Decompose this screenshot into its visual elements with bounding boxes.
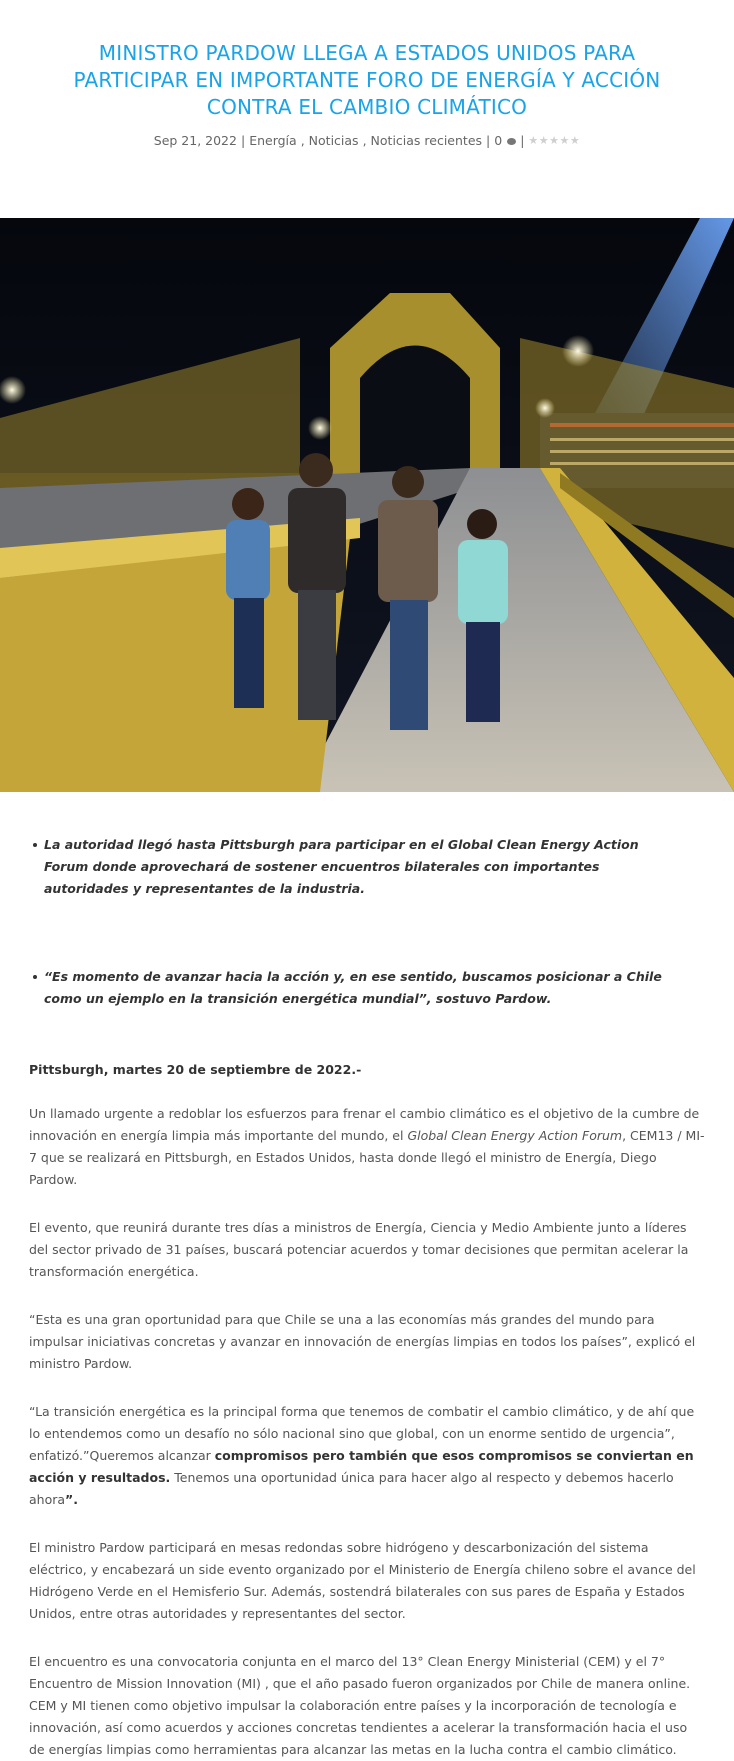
- emphasis-text: ”.: [65, 1492, 78, 1507]
- highlight-item: “Es momento de avanzar hacia la acción y, en ese sentido, buscamos posicionar a Chile como un ejemplo en la transición energética mundial”, sostuvo Pardow.: [29, 966, 684, 1010]
- category-link-noticias[interactable]: Noticias: [308, 133, 359, 148]
- comments-count: 0: [494, 133, 503, 148]
- article-header: [0, 0, 734, 148]
- post-meta: Sep 21, 2022 | Energía , Noticias , Noticias recientes | 0 | ★★★★★: [153, 133, 581, 148]
- paragraph: [29, 1103, 705, 1191]
- featured-image-bridge-photo: [0, 218, 734, 792]
- emphasis-text: compromisos pero también que esos compromisos se conviertan en acción y resultados.: [29, 1448, 694, 1485]
- meta-separator: |: [486, 133, 491, 148]
- paragraph-text: “La transición energética es la principal forma que tenemos de combatir el cambio climático, y de ahí que lo entendemos como un desafío no sólo nacional sino que global, con un enorme sentido de urgencia”, enfatizó.”Queremos alcanzar: [29, 1404, 695, 1463]
- comment-bubble-icon: [507, 138, 516, 145]
- post-date: Sep 21, 2022: [153, 133, 237, 148]
- paragraph: [29, 1401, 705, 1511]
- category-link-noticias-recientes[interactable]: Noticias recientes: [370, 133, 483, 148]
- event-name: Global Clean Energy Action Forum: [407, 1128, 623, 1143]
- paragraph: El ministro Pardow participará en mesas redondas sobre hidrógeno y descarbonización del sistema eléctrico, y encabezará un side evento organizado por el Ministerio de Energía chileno sobre el avance del Hidrógeno Verde en el Hemisferio Sur. Además, sostendrá bilaterales con sus pares de España y Estados Unidos, entre otras autoridades y representantes del sector.: [29, 1540, 696, 1621]
- paragraph: El evento, que reunirá durante tres días a ministros de Energía, Ciencia y Medio Ambiente junto a líderes del sector privado de 31 países, buscará potenciar acuerdos y tomar decisiones que permitan acelerar la transformación energética.: [29, 1220, 689, 1279]
- paragraph: El encuentro es una convocatoria conjunta en el marco del 13° Clean Energy Ministerial (CEM) y el 7° Encuentro de Mission Innovation (MI) , que el año pasado fueron organizados por Chile de manera online. CEM y MI tienen como objetivo impulsar la colaboración entre países y la incorporación de tecnología e innovación, así como acuerdos y acciones concretas tendientes a acelerar la transformación hacia el uso de energías limpias como herramientas para alcanzar las metas en la lucha contra el cambio climático.: [29, 1654, 691, 1757]
- paragraph-text: Tenemos una oportunidad única para hacer algo al respecto y debemos hacerlo ahora: [29, 1470, 674, 1507]
- highlights-list: [29, 834, 705, 1010]
- meta-separator: |: [520, 133, 525, 148]
- paragraph: “Esta es una gran oportunidad para que Chile se una a las economías más grandes del mundo para impulsar iniciativas concretas y avanzar en innovación de energías limpias en todos los países”, explicó el ministro Pardow.: [29, 1312, 696, 1371]
- highlight-item: La autoridad llegó hasta Pittsburgh para participar en el Global Clean Energy Action Forum donde aprovechará de sostener encuentros bilaterales con importantes autoridades y representantes de la industria.: [29, 834, 684, 900]
- article-body: [0, 834, 734, 1761]
- paragraph-text: , CEM13 / MI-7 que se realizará en Pittsburgh, en Estados Unidos, hasta donde llegó el ministro de Energía, Diego Pardow.: [29, 1128, 705, 1187]
- category-link-energia[interactable]: Energía: [249, 133, 297, 148]
- dateline: Pittsburgh, martes 20 de septiembre de 2022.-: [29, 1062, 362, 1077]
- paragraph-text: Un llamado urgente a redoblar los esfuerzos para frenar el cambio climático es el objetivo de la cumbre de innovación en energía limpia más importante del mundo, el: [29, 1106, 700, 1143]
- comments-link[interactable]: [494, 133, 516, 148]
- meta-separator: |: [240, 133, 246, 148]
- article-title: MINISTRO PARDOW LLEGA A ESTADOS UNIDOS PARA PARTICIPAR EN IMPORTANTE FORO DE ENERGÍA Y ACCIÓN CONTRA EL CAMBIO CLIMÁTICO: [73, 41, 661, 119]
- rating-stars-icon[interactable]: ★★★★★: [528, 134, 581, 147]
